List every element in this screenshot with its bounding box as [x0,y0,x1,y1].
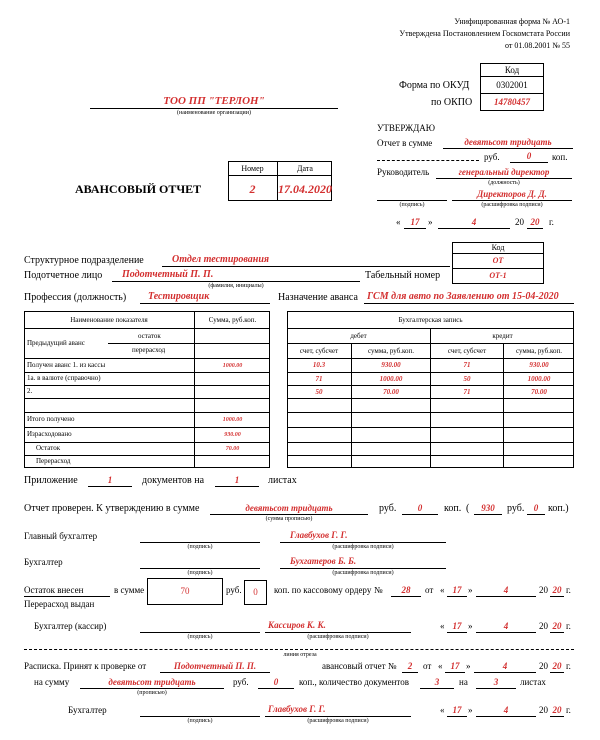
cashier-day: 17 [452,620,462,631]
verify-rub-label2: руб. [507,503,525,514]
report-date: 17.04.2020 [278,181,332,196]
debit-account: 50 [315,387,323,396]
head-label: Руководитель [377,167,430,177]
chief-decode-caption: (расшифровка подписи) [332,544,394,550]
number-label: Номер [241,163,264,173]
tab-value: ОТ-1 [489,271,507,280]
prev-overspend-label: перерасход [132,346,166,354]
receipt-acc-quote-open: « [440,705,445,715]
receipt-sheets-label: листах [520,677,546,687]
verify-paren-open: ( [466,503,470,514]
okpo-value: 14780457 [494,96,530,107]
verify-sum-caption: (сумма прописью) [265,516,313,522]
receipt-month: 4 [502,660,508,671]
verify-kop-label: коп. [444,503,462,514]
receipt-label: Расписка. Принят к проверке от [24,661,147,671]
cash-year-prefix: 20 [539,585,548,595]
dept-value: Отдел тестирования [172,254,270,265]
cash-rub-label: руб. [226,585,242,595]
head-position: генеральный директор [458,166,550,177]
receipt-sum-words: девятьсот тридцать [108,676,196,687]
cash-kop-label: коп. по кассовому ордеру [274,585,372,595]
receipt-acc-year-prefix: 20 [539,705,548,715]
credit-sum: 930.00 [529,361,549,369]
approve-day: 17 [410,216,420,227]
receipt-acc-year: 20 [552,704,562,715]
receipt-acc-month: 4 [503,704,509,715]
receipt-year-suffix: г. [566,661,571,671]
profession-value: Тестировщик [148,291,210,302]
cashier-year-suffix: г. [566,621,571,631]
receipt-on-label: на [459,677,468,687]
org-name: ТОО ПП "ТЕРЛОН" [163,94,265,107]
person-value: Подотчетный П. П. [122,269,214,280]
receipt-kop-label: коп., количество документов [299,677,409,687]
dept-code: ОТ [492,256,504,265]
cash-num-label: № [374,585,383,595]
accountant-name: Бухгатеров Б. Б. [290,556,357,566]
approve-kop-label: коп. [552,152,568,162]
receipt-sheets-count: 3 [493,676,499,687]
receipt-from-name: Подотчетный П. П. [173,660,257,671]
chief-name: Главбухов Г. Г. [290,530,348,540]
receipt-from-label: от [423,661,432,671]
row-label: Перерасход [36,457,71,465]
receipt-quote-close: » [466,661,471,671]
receipt-day: 17 [450,660,460,671]
cash-year: 20 [552,584,562,595]
receipt-sum-label: на сумму [34,677,70,687]
row-label: Итого получено [27,415,75,423]
remainder-label: Остаток внесен [24,585,84,595]
report-number: 2 [249,181,256,196]
cashier-year: 20 [552,620,562,631]
receipt-acc-name: Главбухов Г. Г. [268,704,326,714]
prev-remainder-label: остаток [138,332,161,340]
approve-quote-close: » [428,217,433,227]
profession-label: Профессия (должность) [24,292,127,303]
receipt-acc-year-suffix: г. [566,705,571,715]
cash-order-number: 28 [401,584,411,595]
overspend-label: Перерасход выдан [24,599,95,609]
cashier-name: Кассиров К. К. [268,620,326,630]
row-value: 1000.00 [222,362,243,369]
cashier-quote-open: « [440,621,445,631]
debit-header: дебет [350,331,367,340]
receipt-docs-count: 3 [434,676,440,687]
okud-label: Форма по ОКУД [399,80,470,91]
verify-kop-value: 0 [417,502,423,513]
cut-line [24,649,574,650]
receipt-report-label: авансовый отчет № [322,661,397,671]
approve-sum-label: Отчет в сумме [377,138,433,148]
receipt-quote-open: « [438,661,443,671]
person-label: Подотчетное лицо [24,270,103,281]
approved-date: от 01.08.2001 № 55 [504,41,570,50]
cashier-month: 4 [503,620,509,631]
receipt-acc-decode-caption: (расшифровка подписи) [307,718,369,724]
cash-from-label: от [425,585,434,595]
cash-quote-close: » [468,585,473,595]
form-name: Унифицированная форма № АО-1 [454,17,570,26]
credit-account: 71 [463,387,471,396]
cash-sum-label: в сумме [114,585,145,595]
appendix-docs-count: 1 [107,474,113,485]
purpose-value: ГСМ для авто по Заявлению от 15-04-2020 [367,291,559,302]
accountant-decode-caption: (расшифровка подписи) [332,570,394,576]
row-label: 2. [27,387,33,395]
row-label: Получен аванс 1. из кассы [27,361,106,369]
receipt-year-prefix: 20 [539,661,548,671]
verify-kop-num: 0 [533,502,539,513]
accounting-title: Бухгалтерская запись [398,315,463,324]
cash-year-suffix: г. [566,585,571,595]
chief-label: Главный бухгалтер [24,531,98,541]
cash-quote-open: « [440,585,445,595]
credit-sum: 1000.00 [527,374,551,383]
accountant-label: Бухгалтер [24,557,63,567]
row-value: 1000.00 [222,417,243,423]
debit-account: 10.3 [312,361,326,369]
cut-line-label: линия отреза [283,652,317,658]
receipt-sum-caption: (прописью) [137,690,167,696]
verify-label: Отчет проверен. К утверждению в сумме [24,503,200,514]
debit-sum: 70.00 [383,387,399,396]
debit-account-header: счет, субсчет [299,346,339,355]
prev-advance-label: Предыдущий аванс [27,339,85,347]
cashier-year-prefix: 20 [539,621,548,631]
debit-sum: 930.00 [381,361,401,369]
appendix-sheets-label: листах [268,475,297,486]
cashier-quote-close: » [468,621,473,631]
verify-rub-num: 930 [481,502,495,513]
row-value: 70.00 [225,446,240,452]
debit-account: 71 [315,374,323,383]
receipt-kop-value: 0 [273,676,279,687]
row-label: Остаток [36,444,61,452]
approve-kop-value: 0 [526,150,532,161]
receipt-report-number: 2 [407,660,413,671]
purpose-label: Назначение аванса [278,292,358,303]
cashier-signature-caption: (подпись) [187,634,213,640]
receipt-acc-day: 17 [452,704,462,715]
approve-month: 4 [471,216,477,227]
date-label: Дата [297,163,313,173]
approved-by: Утверждена Постановлением Госкомстата России [399,29,570,38]
head-signature-caption: (подпись) [399,202,425,208]
cashier-label: Бухгалтер (кассир) [34,621,107,631]
appendix-label: Приложение [24,475,78,486]
verify-kop-close: коп.) [548,503,569,514]
receipt-year: 20 [552,660,562,671]
org-caption: (наименование организации) [177,110,251,116]
cash-kop-value: 0 [253,587,258,597]
approve-sum-words: девятьсот тридцать [464,136,552,147]
credit-sum-header: сумма, руб.коп. [515,346,562,355]
receipt-acc-quote-close: » [468,705,473,715]
receipt-acc-signature-caption: (подпись) [187,718,213,724]
credit-header: кредит [492,331,513,340]
credit-account: 71 [463,361,471,369]
info-code-label: Код [491,243,505,252]
approve-quote-open: « [396,217,401,227]
approve-title: УТВЕРЖДАЮ [377,123,436,133]
head-decode-caption: (расшифровка подписи) [481,202,543,208]
cash-rub-value: 70 [180,586,190,596]
receipt-acc-label: Бухгалтер [68,705,107,715]
accountant-signature-caption: (подпись) [187,570,213,576]
col-name-header: Наименование показателя [70,315,148,324]
report-title: АВАНСОВЫЙ ОТЧЕТ [75,182,202,196]
appendix-docs-label: документов на [142,475,205,486]
chief-signature-caption: (подпись) [187,544,213,550]
cash-day: 17 [452,584,462,595]
approve-year: 20 [530,216,540,227]
approve-rub-label: руб. [484,152,500,162]
row-value: 930.00 [224,432,241,438]
approve-year-suffix: г. [549,217,554,227]
cashier-decode-caption: (расшифровка подписи) [307,634,369,640]
position-caption: (должность) [488,180,520,186]
code-header: Код [504,64,520,75]
debit-sum-header: сумма, руб.коп. [367,346,414,355]
okud-value: 0302001 [496,79,528,90]
credit-account-header: счет, субсчет [447,346,487,355]
credit-sum: 70.00 [531,387,547,396]
row-label: Израсходовано [27,430,72,438]
okpo-label: по ОКПО [431,97,473,108]
verify-rub-label: руб. [379,503,397,514]
person-caption: (фамилия, инициалы) [208,283,264,289]
head-name: Директоров Д. Д. [477,188,547,199]
cash-month: 4 [503,584,509,595]
row-label: 1а. в валюте (справочно) [27,374,101,382]
credit-account: 50 [463,374,471,383]
appendix-sheets-count: 1 [234,474,240,485]
tab-label: Табельный номер [365,270,441,281]
col-sum-header: Сумма, руб.коп. [208,315,257,324]
dept-label: Структурное подразделение [24,255,144,266]
verify-sum-words: девятьсот тридцать [245,502,333,513]
receipt-rub-label: руб. [233,677,249,687]
debit-sum: 1000.00 [379,374,403,383]
approve-year-prefix: 20 [515,217,524,227]
